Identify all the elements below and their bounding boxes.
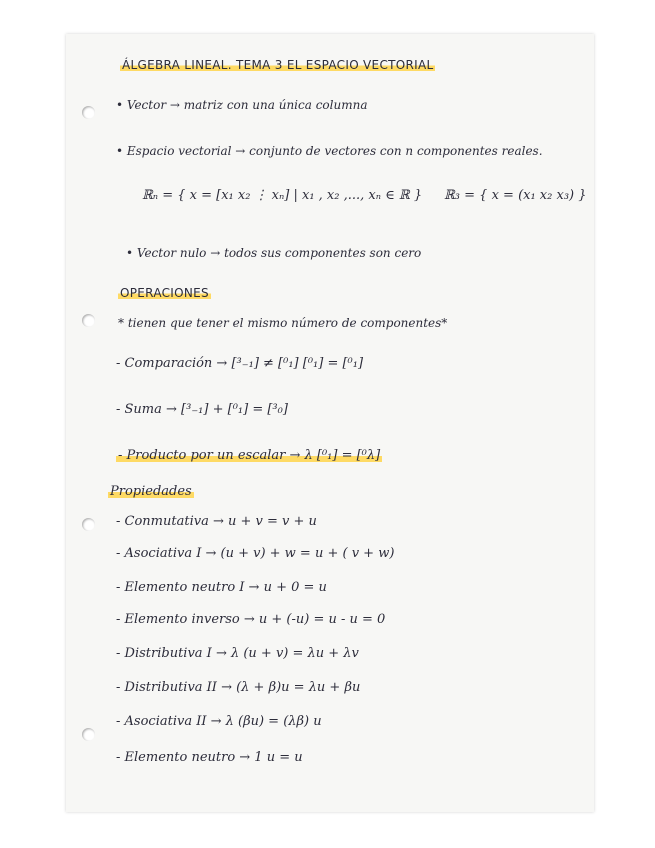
operacion-producto-escalar-text: - Producto por un escalar → λ [⁰₁] = [⁰λ] — [118, 448, 381, 463]
punch-hole — [82, 518, 95, 531]
punch-hole — [82, 314, 95, 327]
section-propiedades — [108, 484, 194, 499]
notebook-page — [66, 34, 594, 812]
punch-hole — [82, 728, 95, 741]
definition-vector-nulo: • Vector nulo → todos sus componentes son cero — [126, 246, 422, 260]
page-title — [120, 58, 435, 72]
propiedad-asociativa-ii: - Asociativa II → λ (βu) = (λβ) u — [116, 714, 322, 729]
definition-vector: • Vector → matriz con una única columna — [116, 98, 368, 112]
propiedad-asociativa-i: - Asociativa I → (u + v) + w = u + ( v + w) — [116, 546, 395, 561]
propiedad-distributiva-ii: - Distributiva II → (λ + β)u = λu + βu — [116, 680, 361, 695]
operacion-producto-escalar — [116, 448, 382, 463]
operaciones-note: * tienen que tener el mismo número de componentes* — [118, 316, 448, 330]
section-operaciones-text: OPERACIONES — [120, 286, 209, 300]
definition-espacio-vectorial: • Espacio vectorial → conjunto de vectores con n componentes reales. — [116, 144, 543, 158]
operacion-comparacion: - Comparación → [³₋₁] ≠ [⁰₁] [⁰₁] = [⁰₁] — [116, 356, 364, 371]
propiedad-elemento-neutro: - Elemento neutro → 1 u = u — [116, 750, 303, 765]
section-operaciones — [118, 286, 211, 300]
section-propiedades-text: Propiedades — [110, 484, 192, 499]
propiedad-conmutativa: - Conmutativa → u + v = v + u — [116, 514, 317, 529]
formula-rn: ℝₙ = { x = [x₁ x₂ ⋮ xₙ] | x₁ , x₂ ,..., xₙ ∈ ℝ } — [142, 188, 423, 203]
propiedad-elemento-neutro-i: - Elemento neutro I → u + 0 = u — [116, 580, 327, 595]
propiedad-distributiva-i: - Distributiva I → λ (u + v) = λu + λv — [116, 646, 359, 661]
operacion-suma: - Suma → [³₋₁] + [⁰₁] = [³₀] — [116, 402, 288, 417]
page-title-text: ÁLGEBRA LINEAL. TEMA 3 EL ESPACIO VECTORIAL — [122, 58, 434, 72]
formula-r3: ℝ₃ = { x = (x₁ x₂ x₃) } — [444, 188, 587, 203]
propiedad-elemento-inverso: - Elemento inverso → u + (-u) = u - u = 0 — [116, 612, 386, 627]
punch-hole — [82, 106, 95, 119]
